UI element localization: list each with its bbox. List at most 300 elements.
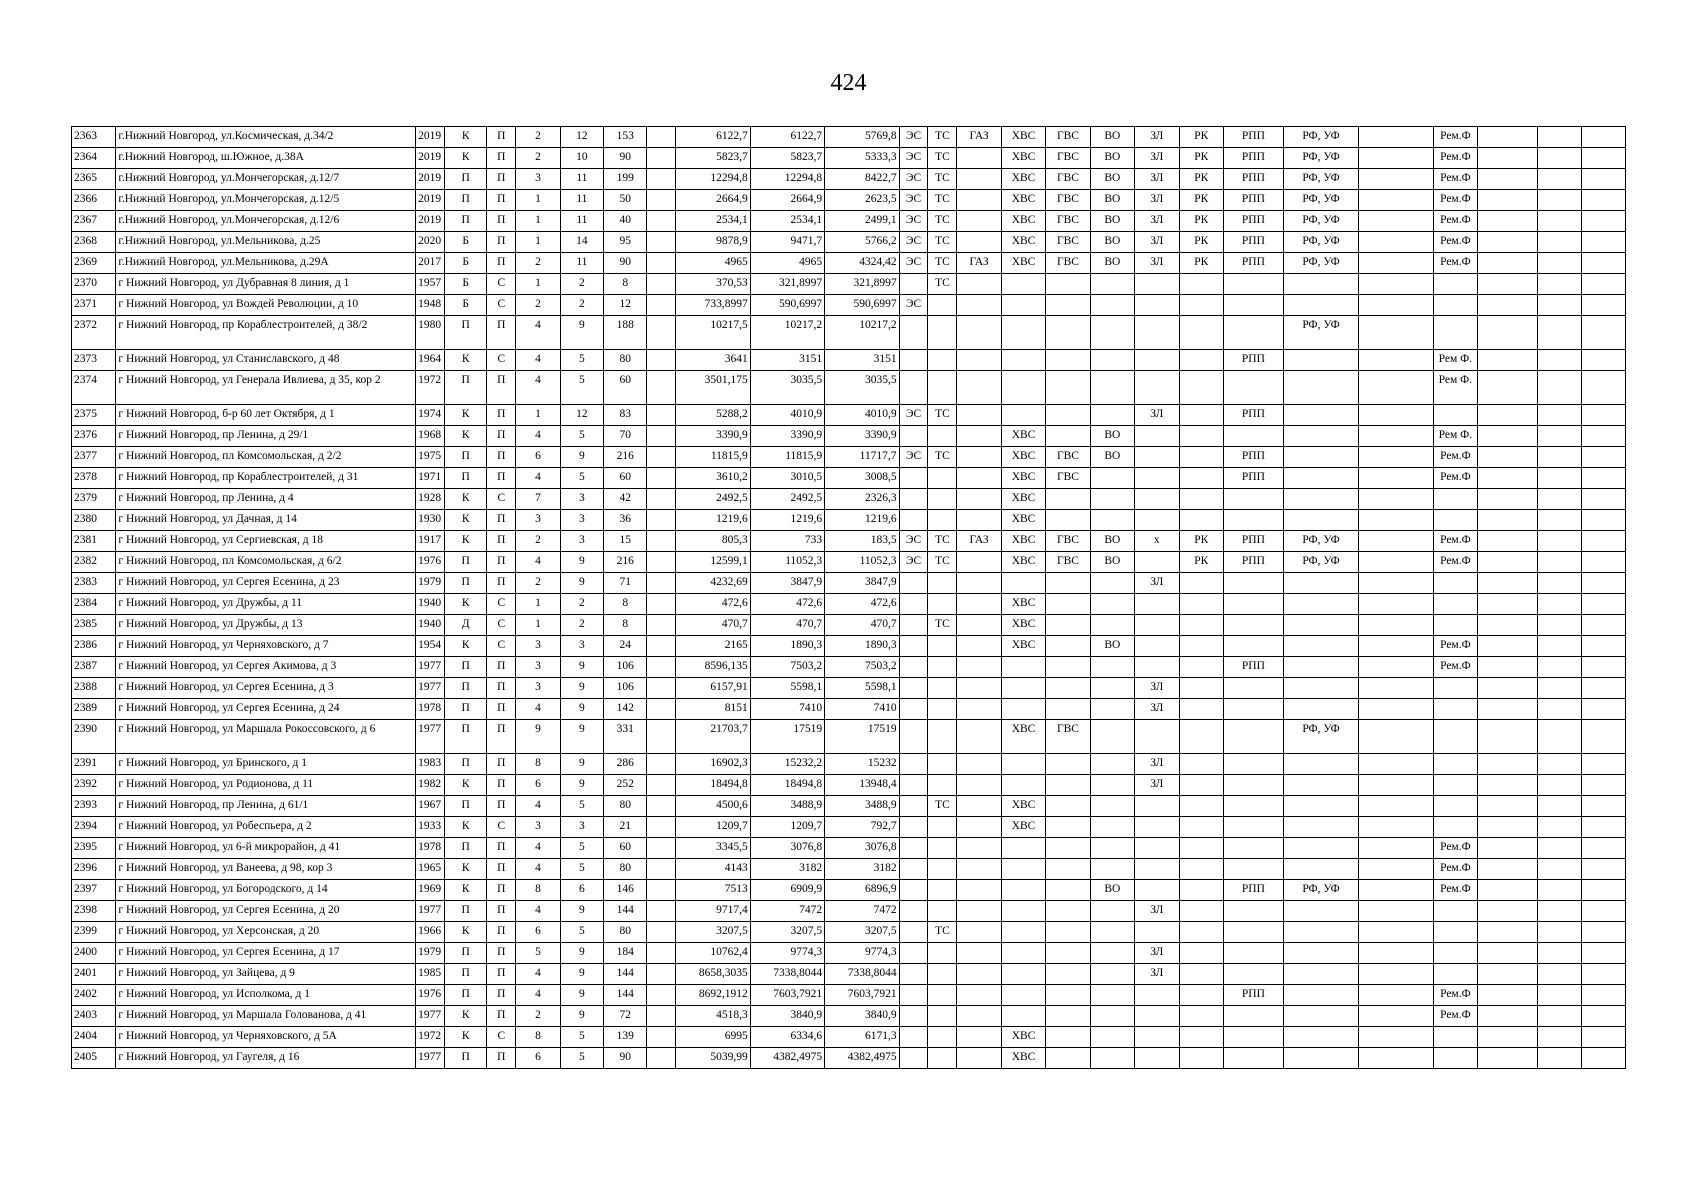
table-row [72, 594, 1626, 615]
table-cell: К [444, 636, 486, 657]
table-cell [1478, 371, 1538, 405]
table-cell: П [444, 211, 486, 232]
table-cell: ЭС [899, 148, 928, 169]
table-cell: 3847,9 [825, 573, 899, 594]
table-cell: ГВС [1046, 531, 1090, 552]
table-cell: К [444, 405, 486, 426]
table-cell: 4 [516, 901, 560, 922]
table-cell: ВО [1090, 426, 1134, 447]
table-cell [957, 594, 1001, 615]
table-row [72, 615, 1626, 636]
table-cell [1538, 552, 1582, 573]
table-cell [1538, 405, 1582, 426]
table-cell: ХВС [1001, 552, 1045, 573]
table-cell: ВО [1090, 169, 1134, 190]
row-number-cell: 2373 [72, 350, 116, 371]
address-cell: г Нижний Новгород, ул Херсонская, д 20 [116, 922, 416, 943]
table-cell [899, 657, 928, 678]
table-cell [928, 295, 957, 316]
row-number-cell: 2400 [72, 943, 116, 964]
table-cell [1538, 510, 1582, 531]
table-cell [1359, 531, 1433, 552]
table-cell [1359, 775, 1433, 796]
table-cell [1135, 657, 1179, 678]
table-cell: 1890,3 [825, 636, 899, 657]
table-cell [957, 211, 1001, 232]
table-cell [1283, 943, 1358, 964]
table-row [72, 985, 1626, 1006]
table-cell [928, 678, 957, 699]
table-cell: П [487, 169, 516, 190]
table-cell [928, 371, 957, 405]
table-cell [1090, 838, 1134, 859]
table-cell [1046, 964, 1090, 985]
table-cell [1283, 859, 1358, 880]
table-cell: 9 [560, 901, 603, 922]
table-cell: К [444, 1006, 486, 1027]
table-cell: П [444, 985, 486, 1006]
table-cell: ЗЛ [1135, 211, 1179, 232]
table-cell: 3 [516, 636, 560, 657]
address-cell: г Нижний Новгород, ул Дачная, д 14 [116, 510, 416, 531]
table-cell [1283, 901, 1358, 922]
table-cell [1283, 922, 1358, 943]
table-cell: ХВС [1001, 232, 1045, 253]
table-cell: 4 [516, 796, 560, 817]
table-cell: К [444, 922, 486, 943]
table-row [72, 964, 1626, 985]
table-cell [1223, 295, 1283, 316]
table-cell [1135, 859, 1179, 880]
table-cell [1135, 350, 1179, 371]
table-cell: 9 [560, 775, 603, 796]
row-number-cell: 2397 [72, 880, 116, 901]
table-cell [647, 1048, 676, 1069]
table-cell: П [487, 405, 516, 426]
table-cell [899, 922, 928, 943]
table-cell: 1980 [416, 316, 445, 350]
table-cell [647, 859, 676, 880]
table-cell [1090, 964, 1134, 985]
table-cell: 1 [516, 274, 560, 295]
row-number-cell: 2386 [72, 636, 116, 657]
table-cell: ЭС [899, 190, 928, 211]
table-row [72, 552, 1626, 573]
table-cell [1046, 754, 1090, 775]
table-cell: К [444, 594, 486, 615]
row-number-cell: 2391 [72, 754, 116, 775]
table-cell [957, 636, 1001, 657]
table-cell: 60 [604, 468, 647, 489]
table-cell [1001, 316, 1045, 350]
table-cell [1433, 678, 1477, 699]
row-number-cell: 2378 [72, 468, 116, 489]
table-cell: К [444, 127, 486, 148]
table-cell [1135, 1048, 1179, 1069]
table-cell [957, 510, 1001, 531]
table-cell: ЗЛ [1135, 169, 1179, 190]
address-cell: г.Нижний Новгород, ул.Мельникова, д.29А [116, 253, 416, 274]
table-cell [1359, 169, 1433, 190]
row-number-cell: 2369 [72, 253, 116, 274]
table-cell: 3501,175 [676, 371, 750, 405]
table-cell [1179, 274, 1223, 295]
table-cell [957, 316, 1001, 350]
table-cell: 470,7 [825, 615, 899, 636]
table-cell: П [487, 253, 516, 274]
table-cell [1538, 274, 1582, 295]
table-cell: П [487, 316, 516, 350]
table-cell: 590,6997 [750, 295, 824, 316]
table-cell: П [487, 838, 516, 859]
table-cell [957, 552, 1001, 573]
table-cell: 9 [560, 552, 603, 573]
table-cell [1001, 943, 1045, 964]
table-cell: 2326,3 [825, 489, 899, 510]
row-number-cell: 2389 [72, 699, 116, 720]
table-row [72, 573, 1626, 594]
table-cell: РПП [1223, 148, 1283, 169]
table-cell [899, 678, 928, 699]
table-cell: 9878,9 [676, 232, 750, 253]
table-cell: 11052,3 [750, 552, 824, 573]
table-cell [957, 148, 1001, 169]
table-cell [647, 922, 676, 943]
table-cell [899, 838, 928, 859]
table-cell: 3847,9 [750, 573, 824, 594]
table-cell: 470,7 [676, 615, 750, 636]
address-cell: г Нижний Новгород, ул Черняховского, д 7 [116, 636, 416, 657]
table-cell: 9717,4 [676, 901, 750, 922]
table-cell: ХВС [1001, 169, 1045, 190]
table-cell [1046, 295, 1090, 316]
table-cell [1433, 901, 1477, 922]
table-cell [1582, 190, 1626, 211]
table-cell [1223, 371, 1283, 405]
table-cell [899, 964, 928, 985]
table-cell: 40 [604, 211, 647, 232]
table-cell [899, 573, 928, 594]
table-cell [899, 426, 928, 447]
table-cell: П [487, 232, 516, 253]
table-cell: 3 [560, 510, 603, 531]
table-row [72, 1006, 1626, 1027]
table-cell: ХВС [1001, 447, 1045, 468]
table-cell [1538, 489, 1582, 510]
table-cell [1478, 405, 1538, 426]
table-cell: 144 [604, 964, 647, 985]
table-cell [1179, 1027, 1223, 1048]
table-cell: П [487, 510, 516, 531]
table-cell [1046, 775, 1090, 796]
table-cell [957, 796, 1001, 817]
table-cell: 9 [560, 1006, 603, 1027]
table-cell: П [487, 573, 516, 594]
table-cell [647, 657, 676, 678]
table-cell [1283, 1027, 1358, 1048]
table-cell [1538, 1048, 1582, 1069]
table-cell: 8 [604, 274, 647, 295]
table-cell: 8 [604, 615, 647, 636]
page-number: 424 [830, 70, 867, 96]
table-cell: П [444, 190, 486, 211]
table-cell: 6 [516, 922, 560, 943]
address-cell: г.Нижний Новгород, ш.Южное, д.38А [116, 148, 416, 169]
table-cell: 4324,42 [825, 253, 899, 274]
table-cell [1283, 796, 1358, 817]
table-cell [928, 510, 957, 531]
table-cell [1359, 657, 1433, 678]
table-cell [928, 817, 957, 838]
table-cell [1283, 371, 1358, 405]
table-cell: ХВС [1001, 1027, 1045, 1048]
table-cell: 9471,7 [750, 232, 824, 253]
table-cell: ГВС [1046, 148, 1090, 169]
table-cell [957, 1027, 1001, 1048]
table-cell [1478, 985, 1538, 1006]
table-cell: 7338,8044 [750, 964, 824, 985]
table-cell [1538, 371, 1582, 405]
table-cell: ТС [928, 127, 957, 148]
table-cell: 6 [516, 447, 560, 468]
table-cell: ГВС [1046, 253, 1090, 274]
table-cell: 1979 [416, 943, 445, 964]
table-cell [1179, 615, 1223, 636]
table-cell: ВО [1090, 447, 1134, 468]
table-cell: РФ, УФ [1283, 127, 1358, 148]
table-cell [899, 901, 928, 922]
table-cell [899, 1027, 928, 1048]
table-cell [1135, 1006, 1179, 1027]
address-cell: г Нижний Новгород, ул Сергиевская, д 18 [116, 531, 416, 552]
table-cell: РПП [1223, 880, 1283, 901]
table-cell [928, 468, 957, 489]
table-cell [1001, 699, 1045, 720]
table-cell: 153 [604, 127, 647, 148]
table-cell: 5288,2 [676, 405, 750, 426]
table-cell [1135, 880, 1179, 901]
table-cell: ТС [928, 232, 957, 253]
table-cell: РПП [1223, 531, 1283, 552]
table-cell: Б [444, 274, 486, 295]
table-cell: РК [1179, 148, 1223, 169]
table-cell [1135, 1027, 1179, 1048]
table-cell: Б [444, 232, 486, 253]
table-cell [1433, 922, 1477, 943]
address-cell: г Нижний Новгород, ул Дружбы, д 11 [116, 594, 416, 615]
table-cell: Рем.Ф [1433, 468, 1477, 489]
table-cell: ЭС [899, 232, 928, 253]
table-cell [647, 615, 676, 636]
table-cell: К [444, 775, 486, 796]
table-cell: 183,5 [825, 531, 899, 552]
table-cell: К [444, 510, 486, 531]
table-cell [899, 859, 928, 880]
table-cell [1179, 901, 1223, 922]
table-row [72, 274, 1626, 295]
row-number-cell: 2401 [72, 964, 116, 985]
table-cell: 9 [560, 699, 603, 720]
table-cell [1582, 573, 1626, 594]
row-number-cell: 2393 [72, 796, 116, 817]
table-cell [1582, 678, 1626, 699]
table-cell: 1219,6 [750, 510, 824, 531]
table-cell [928, 964, 957, 985]
table-cell [647, 985, 676, 1006]
table-cell: П [487, 775, 516, 796]
table-cell [647, 489, 676, 510]
table-cell [1359, 232, 1433, 253]
table-cell: 2 [516, 253, 560, 274]
table-cell: ЭС [899, 531, 928, 552]
table-cell: П [487, 1048, 516, 1069]
table-cell [1223, 943, 1283, 964]
table-cell [1001, 405, 1045, 426]
table-cell: 4 [516, 964, 560, 985]
table-cell: 8 [516, 880, 560, 901]
table-cell: 1957 [416, 274, 445, 295]
address-cell: г Нижний Новгород, ул Зайцева, д 9 [116, 964, 416, 985]
table-cell [1135, 468, 1179, 489]
table-cell: 4 [516, 552, 560, 573]
table-cell [1433, 573, 1477, 594]
table-cell [1179, 943, 1223, 964]
address-cell: г Нижний Новгород, пр Ленина, д 4 [116, 489, 416, 510]
table-cell: С [487, 615, 516, 636]
table-cell: 3207,5 [676, 922, 750, 943]
table-cell: 6122,7 [676, 127, 750, 148]
table-cell [647, 880, 676, 901]
table-cell [1179, 964, 1223, 985]
table-cell: 12599,1 [676, 552, 750, 573]
table-row [72, 127, 1626, 148]
table-cell: ТС [928, 922, 957, 943]
table-cell: 472,6 [750, 594, 824, 615]
table-cell: П [487, 880, 516, 901]
table-cell: П [444, 316, 486, 350]
table-cell [1359, 295, 1433, 316]
table-cell [1135, 922, 1179, 943]
table-cell [1582, 232, 1626, 253]
address-cell: г Нижний Новгород, ул Ванеева, д 98, кор 3 [116, 859, 416, 880]
table-cell: РПП [1223, 190, 1283, 211]
table-cell [1538, 859, 1582, 880]
address-cell: г Нижний Новгород, ул Родионова, д 11 [116, 775, 416, 796]
table-cell [1001, 371, 1045, 405]
table-cell [1538, 943, 1582, 964]
table-cell [1582, 1048, 1626, 1069]
table-cell: П [487, 754, 516, 775]
table-cell: ВО [1090, 232, 1134, 253]
table-cell [1090, 274, 1134, 295]
table-row [72, 922, 1626, 943]
table-cell [1090, 985, 1134, 1006]
table-row [72, 796, 1626, 817]
table-cell [957, 447, 1001, 468]
table-cell: 1917 [416, 531, 445, 552]
table-cell: 1985 [416, 964, 445, 985]
address-cell: г Нижний Новгород, ул Сергея Есенина, д 24 [116, 699, 416, 720]
table-cell: ХВС [1001, 253, 1045, 274]
row-number-cell: 2370 [72, 274, 116, 295]
table-row [72, 817, 1626, 838]
row-number-cell: 2395 [72, 838, 116, 859]
table-cell: Рем.Ф [1433, 531, 1477, 552]
table-cell [647, 510, 676, 531]
table-cell: 252 [604, 775, 647, 796]
table-cell: 216 [604, 447, 647, 468]
table-cell [1478, 350, 1538, 371]
table-cell [1179, 678, 1223, 699]
table-cell: 3345,5 [676, 838, 750, 859]
table-cell [1478, 232, 1538, 253]
table-cell [1582, 426, 1626, 447]
table-cell [1179, 699, 1223, 720]
table-cell: 3 [560, 489, 603, 510]
table-cell [1582, 489, 1626, 510]
table-cell: 2664,9 [750, 190, 824, 211]
table-cell: П [444, 657, 486, 678]
table-cell: 36 [604, 510, 647, 531]
table-cell: 4 [516, 468, 560, 489]
table-cell: 370,53 [676, 274, 750, 295]
table-cell: 15 [604, 531, 647, 552]
table-cell: ВО [1090, 880, 1134, 901]
table-cell: 3182 [750, 859, 824, 880]
table-row [72, 657, 1626, 678]
table-cell [1433, 615, 1477, 636]
table-cell: 9 [560, 678, 603, 699]
table-cell: 805,3 [676, 531, 750, 552]
table-cell: 80 [604, 922, 647, 943]
table-cell: ГВС [1046, 127, 1090, 148]
table-cell: 18494,8 [750, 775, 824, 796]
table-cell: 3840,9 [750, 1006, 824, 1027]
table-cell: 7503,2 [750, 657, 824, 678]
table-cell: ГВС [1046, 552, 1090, 573]
table-cell [1179, 295, 1223, 316]
table-cell [928, 1027, 957, 1048]
table-cell: 5 [560, 426, 603, 447]
table-cell: П [487, 148, 516, 169]
table-cell [1582, 859, 1626, 880]
table-cell: ВО [1090, 636, 1134, 657]
table-cell [1433, 775, 1477, 796]
address-cell: г Нижний Новгород, ул Станиславского, д 48 [116, 350, 416, 371]
table-cell: 10762,4 [676, 943, 750, 964]
table-cell: 321,8997 [750, 274, 824, 295]
table-cell [1223, 817, 1283, 838]
table-cell [1223, 922, 1283, 943]
table-cell: ЭС [899, 253, 928, 274]
table-cell: П [487, 447, 516, 468]
table-cell [1179, 754, 1223, 775]
table-cell: П [444, 169, 486, 190]
table-cell: П [444, 720, 486, 754]
table-cell: ТС [928, 447, 957, 468]
table-cell: 7410 [825, 699, 899, 720]
table-cell: 11815,9 [676, 447, 750, 468]
table-cell [1359, 211, 1433, 232]
table-cell [647, 371, 676, 405]
table-cell: 6171,3 [825, 1027, 899, 1048]
table-cell [957, 699, 1001, 720]
table-cell [1283, 636, 1358, 657]
table-cell [1179, 1006, 1223, 1027]
row-number-cell: 2404 [72, 1027, 116, 1048]
table-cell: П [487, 127, 516, 148]
table-cell: П [444, 371, 486, 405]
